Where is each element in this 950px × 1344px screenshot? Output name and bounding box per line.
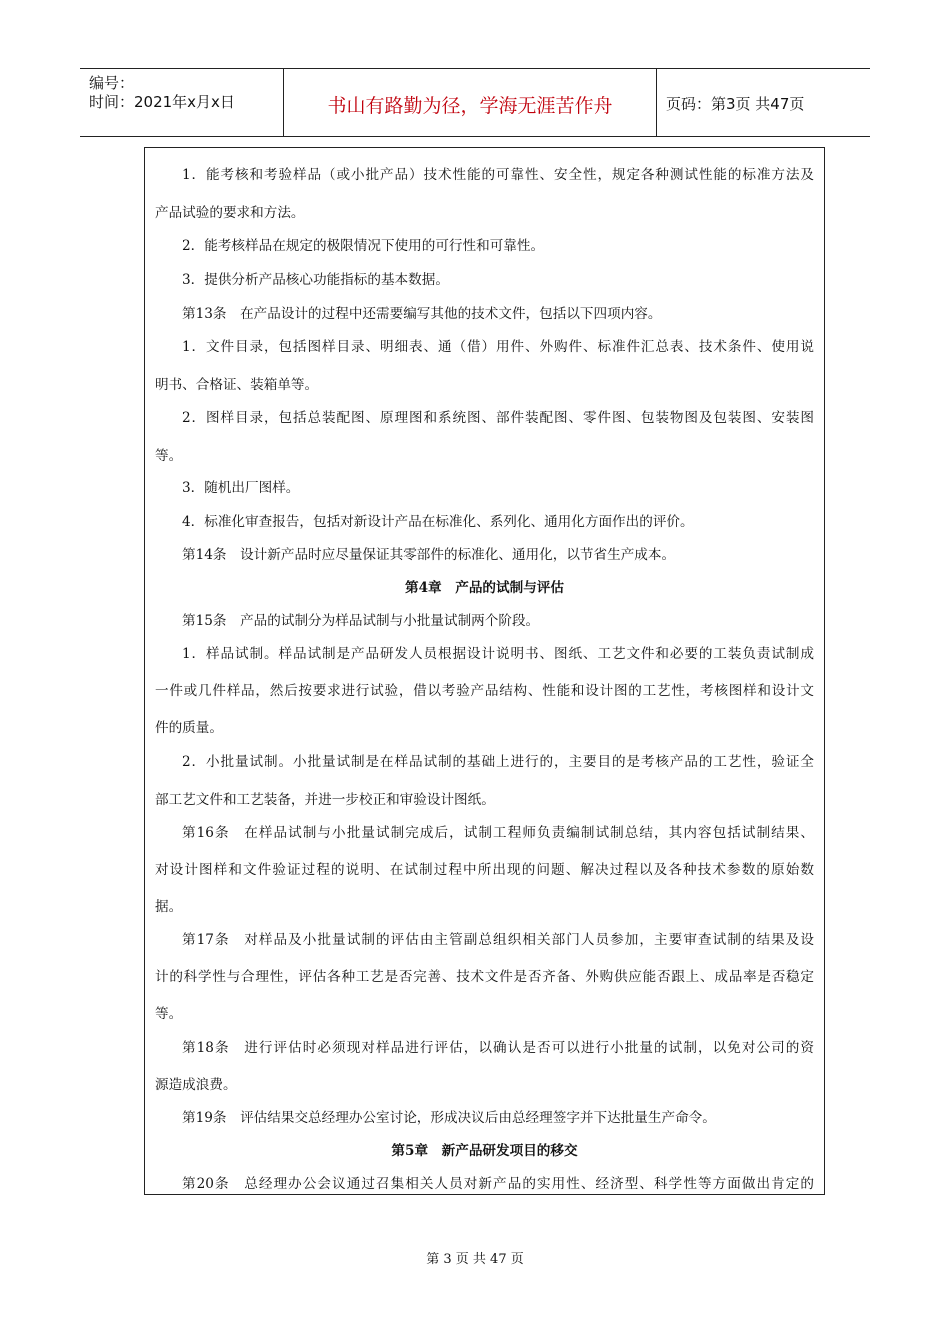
document-number-label: 编号：	[89, 74, 135, 92]
body-line: 2．小批量试制。小批量试制是在样品试制的基础上进行的，主要目的是考核产品的工艺性，验证全	[182, 754, 814, 770]
body-line: 部工艺文件和工艺装备，并进一步校正和审验设计图纸。	[155, 792, 495, 808]
body-line: 源造成浪费。	[155, 1077, 237, 1093]
body-line: 计的科学性与合理性，评估各种工艺是否完善、技术文件是否齐备、外购供应能否跟上、成品率是否稳定	[155, 969, 814, 985]
chapter-heading: 第5章 新产品研发项目的移交	[391, 1143, 578, 1159]
header-page-cell	[656, 69, 870, 136]
body-line: 2．能考核样品在规定的极限情况下使用的可行性和可靠性。	[182, 238, 545, 254]
body-line: 3．提供分析产品核心功能指标的基本数据。	[182, 272, 449, 288]
header-motto: 书山有路勤为径，学海无涯苦作舟	[327, 95, 613, 117]
body-line: 等。	[155, 448, 183, 464]
body-line: 据。	[155, 899, 183, 915]
header-meta-cell	[80, 69, 283, 136]
body-line: 1．样品试制。样品试制是产品研发人员根据设计说明书、图纸、工艺文件和必要的工装负责试制成	[182, 646, 814, 662]
header-page-label: 页码：第3页 共47页	[666, 95, 805, 113]
body-line: 第19条 评估结果交总经理办公室讨论，形成决议后由总经理签字并下达批量生产命令。	[182, 1110, 716, 1126]
body-line: 件的质量。	[155, 720, 223, 736]
body-line: 一件或几件样品，然后按要求进行试验，借以考验产品结构、性能和设计图的工艺性，考核图样和设计文	[155, 683, 814, 699]
body-line: 等。	[155, 1006, 183, 1022]
body-line: 1．能考核和考验样品（或小批产品）技术性能的可靠性、安全性，规定各种测试性能的标准方法及	[182, 167, 814, 183]
body-line: 4．标准化审查报告，包括对新设计产品在标准化、系列化、通用化方面作出的评价。	[182, 514, 694, 530]
body-line: 产品试验的要求和方法。	[155, 205, 305, 221]
content-box	[144, 147, 825, 1195]
body-line: 第13条 在产品设计的过程中还需要编写其他的技术文件，包括以下四项内容。	[182, 306, 662, 322]
header-motto-cell	[283, 69, 657, 136]
body-line: 1．文件目录，包括图样目录、明细表、通（借）用件、外购件、标准件汇总表、技术条件、使用说	[182, 339, 814, 355]
body-line: 第16条 在样品试制与小批量试制完成后，试制工程师负责编制试制总结，其内容包括试制结果、	[182, 825, 814, 841]
body-line: 第20条 总经理办公会议通过召集相关人员对新产品的实用性、经济型、科学性等方面做出肯定的	[182, 1176, 814, 1192]
document-header	[80, 68, 870, 137]
body-line: 第17条 对样品及小批量试制的评估由主管副总组织相关部门人员参加，主要审查试制的结果及设	[182, 932, 814, 948]
document-date-label: 时间：2021年x月x日	[89, 93, 235, 111]
body-line: 对设计图样和文件验证过程的说明、在试制过程中所出现的问题、解决过程以及各种技术参数的原始数	[155, 862, 814, 878]
body-line: 第14条 设计新产品时应尽量保证其零部件的标准化、通用化，以节省生产成本。	[182, 547, 676, 563]
body-line: 第18条 进行评估时必须现对样品进行评估，以确认是否可以进行小批量的试制，以免对公司的资	[182, 1040, 814, 1056]
chapter-heading: 第4章 产品的试制与评估	[405, 580, 564, 596]
body-line: 3．随机出厂图样。	[182, 480, 300, 496]
page-footer: 第 3 页 共 47 页	[426, 1252, 524, 1267]
body-line: 明书、合格证、装箱单等。	[155, 377, 319, 393]
body-line: 第15条 产品的试制分为样品试制与小批量试制两个阶段。	[182, 613, 540, 629]
body-line: 2．图样目录，包括总装配图、原理图和系统图、部件装配图、零件图、包装物图及包装图、安装图	[182, 410, 814, 426]
